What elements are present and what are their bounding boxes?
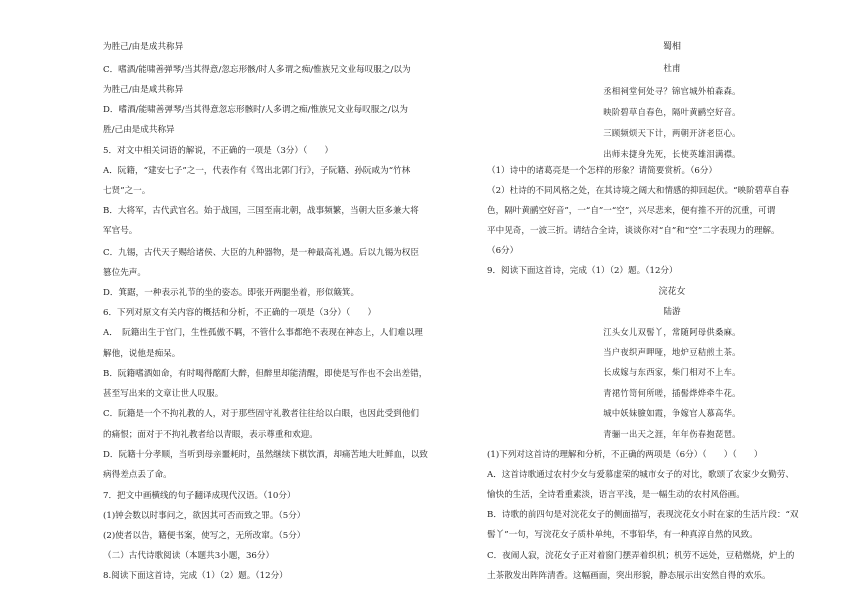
text-line: 为胜己/由是咸共称异 (103, 85, 184, 95)
question-line: 愉快的生活，全诗看重素淡，语言平浅，是一幅生动的农村风俗画。 (487, 490, 745, 500)
text-line: B．大将军，古代武官名。始于战国，三国至南北朝，战事频繁，当朝大臣多兼大将 (103, 206, 419, 216)
text-line: 6．下列对原文有关内容的概括和分析，不正确的一项是（3分）（ ） (103, 308, 377, 318)
question-line: （6分） (487, 246, 519, 256)
question-line: 土茶散发出阵阵清香。这幅画面，突出形貌，静态展示出安然自得的欢乐。 (487, 571, 771, 581)
text-line: D．阮籍十分孝顺，当听到母亲噩耗时，虽然继续下棋饮酒，却痛苦地大吐鲜血，以致 (103, 450, 428, 460)
poem-line: 映阶碧草自春色，隔叶黄鹂空好音。 (603, 107, 741, 117)
text-line: B．阮籍嗜酒如命，有时喝得酩酊大醉，但醉里却能清醒，即使是写作也不会出差错， (103, 369, 428, 379)
text-line: 甚至写出来的文章让世人叹服。 (103, 389, 224, 399)
text-line: A． 阮籍出生于官门，生性孤傲不羁，不管什么事都绝不表现在神态上，人们难以理 (103, 328, 423, 338)
text-line: C．九锡，古代天子赐给诸侯、大臣的九种器物，是一种最高礼遇。后以九锡为权臣 (103, 248, 419, 258)
question-line: （1）诗中的诸葛亮是一个怎样的形象？请简要赏析。（6分） (487, 166, 718, 176)
text-line: C．阮籍是一个不拘礼教的人，对于那些固守礼教者往往给以白眼，也因此受到他们 (103, 409, 419, 419)
poem-line: 长成嫁与东西家，柴门相对不上车。 (603, 367, 741, 377)
text-line: (1)钟会数以时事问之，欲因其可否而致之罪。（5分） (103, 511, 306, 521)
text-line: 7．把文中画横线的句子翻译成现代汉语。（10分） (103, 491, 296, 501)
section-heading: （二）古代诗歌阅读（本题共3小题，36分） (103, 551, 275, 561)
text-line: (2)使者以告，籍便书案，使写之，无所改窜。（5分） (103, 531, 306, 541)
question-line: A．这首诗歌通过农村少女与爱慕虚荣的城市女子的对比，歌颂了农家少女勤劳、 (487, 470, 794, 480)
poem-line: 出师未捷身先死，长使英雄泪满襟。 (603, 149, 741, 159)
question-line: 色，隔叶黄鹂空好音”，一“自”一“空”，兴尽悲来，便有推不开的沉重，可谓 (487, 206, 776, 216)
poem-line: 青裙竹笥何所嗟，插髻烨烨牵牛花。 (603, 388, 741, 398)
question-line: 髻丫”一句，写浣花女子质朴单纯，不事铅华，有一种真淳自然的风致。 (487, 530, 758, 540)
poem-title: 蜀相 (662, 42, 681, 52)
text-line: 病得差点丢了命。 (103, 470, 172, 480)
text-line: 七贤”之一。 (103, 186, 151, 196)
text-line: 为胜己/由是成共称异 (103, 42, 184, 52)
question-line: 9．阅读下面这首诗，完成（1）（2）题。（12分） (487, 266, 678, 276)
poem-line: 城中妖妹臉如霞，争嫁官人慕高华。 (603, 408, 741, 418)
poem-line: 当户夜织声呷哑，地炉豆秸煎土茶。 (603, 347, 741, 357)
text-line: D．嗜酒/能啸善弹琴/当其得意忽忘形骸时/人多谓之痴/惟族兄文业每叹服之/以为 (103, 105, 408, 115)
poem-line: 江头女儿双髻丫，常随阿母供桑麻。 (603, 327, 741, 337)
text-line: 胜/己由是成共称异 (103, 125, 175, 135)
text-line: D．箕踞，一种表示礼节的坐的姿态。即张开两腿坐着，形似簸箕。 (103, 288, 360, 298)
text-line: 篡位先声。 (103, 268, 146, 278)
text-line: 军官号。 (103, 226, 138, 236)
question-line: (1)下列对这首诗的理解和分析，不正确的两项是（6分）（ ）（ ） (487, 450, 763, 460)
text-line: C．嗜酒/能啸善弹琴/当其得意/忽忘形骸/时人多谓之痴/惟族兄文业每叹服之/以为 (103, 65, 411, 75)
poem-line: 青骊一出天之涯，年年伤春抱琵琶。 (603, 429, 741, 439)
poem-author: 杜甫 (663, 64, 681, 74)
text-line: 5．对文中相关词语的解说，不正确的一项是（3分）（ ） (103, 146, 334, 156)
question-line: B．诗歌的前四句是对浣花女子的侧面描写，表现浣花女小时在家的生活片段：“双 (487, 510, 799, 520)
question-line: 平中见奇，一波三折。请结合全诗，谈谈你对“自”和“空”二字表现力的理解。 (487, 226, 780, 236)
question-line: C．夜闹人寂，浣花女子正对着窗门摆弄着织机；机劳不远处，豆秸燃烧，炉上的 (487, 551, 795, 561)
text-line: 的痛恨；面对于不拘礼教者给以青眼，表示尊重和欢迎。 (103, 430, 318, 440)
text-line: A．阮籍，“建安七子”之一，代表作有《驾出北郭门行》，子阮籍、孙阮咸为“竹林 (103, 166, 411, 176)
question-line: 8.阅读下面这首诗，完成（1）（2）题。（12分） (103, 571, 288, 581)
poem-author: 陆游 (663, 307, 681, 317)
poem-line: 三顾频烦天下计，两朝开济老臣心。 (603, 128, 741, 138)
question-line: （2）杜诗的不同风格之处，在其诗境之阔大和情感的抑回起伏。“映阶碧草自春 (487, 186, 790, 196)
poem-line: 丞相祠堂何处寻？锦官城外柏森森。 (603, 86, 741, 96)
poem-title: 浣花女 (658, 287, 686, 297)
text-line: 解他，说他是痴呆。 (103, 349, 181, 359)
